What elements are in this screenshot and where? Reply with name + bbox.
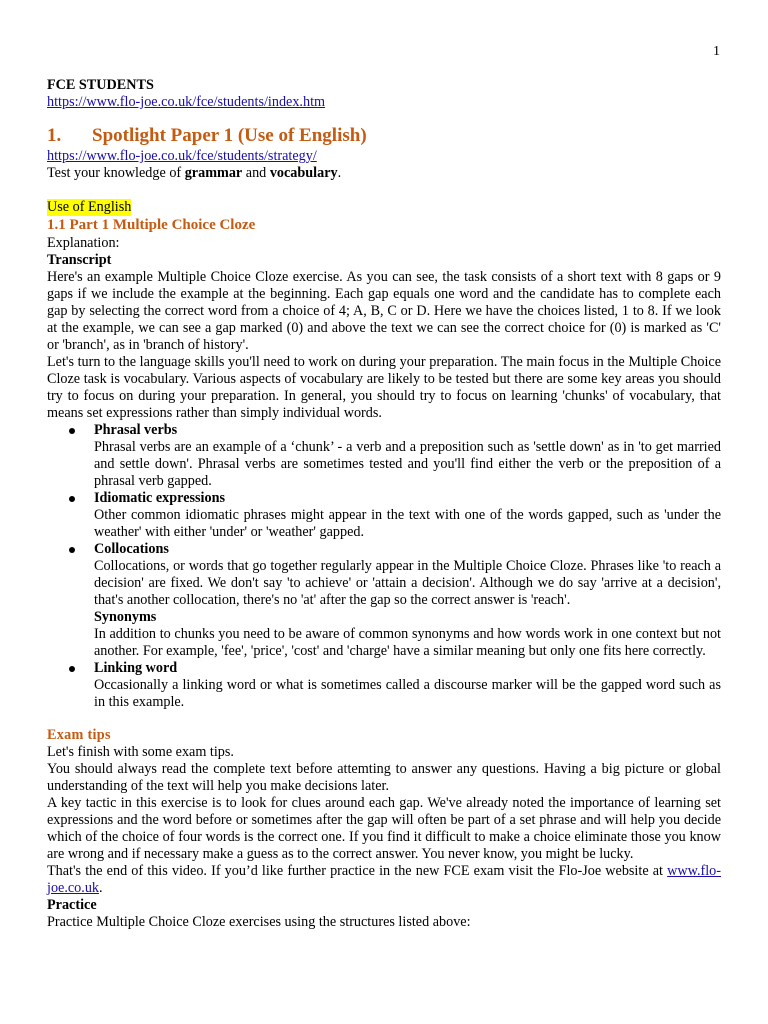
- section-number: 1.: [47, 125, 62, 146]
- practice-text: Practice Multiple Choice Cloze exercises using the structures listed above:: [47, 914, 471, 930]
- bullet-subtitle: Synonyms: [94, 609, 157, 625]
- bullet-text: Collocations, or words that go together regularly appear in the Multiple Choice Cloze. Phrases like 'to reach a decision' are fixed. We don't say 'to achieve' or 'attain a decision'. Although we do say 'arrive at a decision', that's another collocation, there's no 'at' after the gap so the correct answer is 'reach'.: [94, 558, 721, 608]
- bullet-icon: [69, 547, 75, 553]
- bullet-subtext: In addition to chunks you need to be aware of common synonyms and how words work in one context but not another. For example, 'fee', 'price', 'cost' and 'charge' have a similar meaning but only one fits here correctly.: [94, 626, 721, 659]
- transcript-label: Transcript: [47, 252, 112, 268]
- list-item: [94, 660, 721, 711]
- exam-tips-heading: Exam tips: [47, 727, 111, 743]
- section-title: Spotlight Paper 1 (Use of English): [92, 125, 367, 146]
- document-page: [47, 0, 721, 931]
- exam-tips-paragraph-4: [47, 863, 721, 897]
- intro-period: .: [337, 165, 342, 181]
- bullet-icon: [69, 496, 75, 502]
- exam-tips-paragraph-3: A key tactic in this exercise is to look for clues around each gap. We've already noted the importance of learning set expressions and the word before or sometimes after the gap will often be part of a set phrase and will help you decide which of the choice of four words is the correct one. If you find it difficult to make a choice eliminate those you know are wrong and if necessary make a guess as to the correct answer. You never know, you might be lucky.: [47, 795, 721, 862]
- intro-text: Test your knowledge of: [47, 165, 185, 181]
- part-title: 1.1 Part 1 Multiple Choice Cloze: [47, 217, 256, 233]
- bullet-title: Idiomatic expressions: [94, 490, 225, 506]
- intro-vocabulary: vocabulary: [269, 165, 338, 181]
- bullet-title: Linking word: [94, 660, 178, 676]
- intro-text-and: and: [242, 165, 270, 181]
- strategy-link[interactable]: https://www.flo-joe.co.uk/fce/students/strategy/: [47, 148, 317, 164]
- transcript-paragraph-2: Let's turn to the language skills you'll need to work on during your preparation. The main focus in the Multiple Choice Cloze task is vocabulary. Various aspects of vocabulary are likely to be tested but there are some key areas you should try to focus on during your preparation. In general, you should try to focus on learning 'chunks' of vocabulary, that means set expressions rather than simply individual words.: [47, 354, 721, 421]
- list-item: [94, 490, 721, 541]
- bullet-title: Phrasal verbs: [94, 422, 178, 438]
- closing-text: That's the end of this video. If you’d like further practice in the new FCE exam visit the Flo-Joe website at: [47, 863, 668, 879]
- closing-period: .: [99, 880, 103, 896]
- intro-grammar: grammar: [184, 165, 243, 181]
- bullet-text: Occasionally a linking word or what is sometimes called a discourse marker will be the gapped word such as in this example.: [94, 677, 721, 710]
- vocabulary-bullet-list: [47, 422, 721, 711]
- document-heading: FCE STUDENTS: [47, 77, 154, 93]
- flo-joe-link[interactable]: www.flo-joe.co.uk: [47, 863, 721, 896]
- practice-label: Practice: [47, 897, 97, 913]
- bullet-title: Collocations: [94, 541, 169, 557]
- bullet-text: Other common idiomatic phrases might appear in the text with one of the words gapped, such as 'under the weather' with either 'under' or 'weather' gapped.: [94, 507, 721, 540]
- bullet-icon: [69, 666, 75, 672]
- students-index-link[interactable]: https://www.flo-joe.co.uk/fce/students/index.htm: [47, 94, 326, 110]
- transcript-paragraph-1: Here's an example Multiple Choice Cloze exercise. As you can see, the task consists of a short text with 8 gaps or 9 gaps if we include the example at the beginning. Each gap equals one word and the candidate has to complete each gap by selecting the correct word from a choice of 4; A, B, C or D. Here we have the choices listed, 1 to 8. If we look at the example, we can see a gap marked (0) and above the text we can see the correct choice for (0) is marked as 'C' or 'branch', as in 'branch of history'.: [47, 269, 721, 353]
- page-number: 1: [713, 44, 720, 59]
- list-item: [94, 541, 721, 660]
- exam-tips-paragraph-2: You should always read the complete text before attemting to answer any questions. Having a big picture or global understanding of the text will help you make decisions later.: [47, 761, 721, 794]
- bullet-icon: [69, 428, 75, 434]
- section-heading: [47, 124, 721, 148]
- bullet-text: Phrasal verbs are an example of a ‘chunk’ - a verb and a preposition such as 'settle down' as in 'to get married and settle down'. Phrasal verbs are sometimes tested and you'll find either the verb or the preposition of a phrasal verb gapped.: [94, 439, 721, 489]
- list-item: [94, 422, 721, 490]
- explanation-label: Explanation:: [47, 235, 120, 251]
- exam-tips-paragraph-1: Let's finish with some exam tips.: [47, 744, 234, 760]
- section-intro: [47, 165, 721, 182]
- highlighted-label: Use of English: [47, 199, 132, 215]
